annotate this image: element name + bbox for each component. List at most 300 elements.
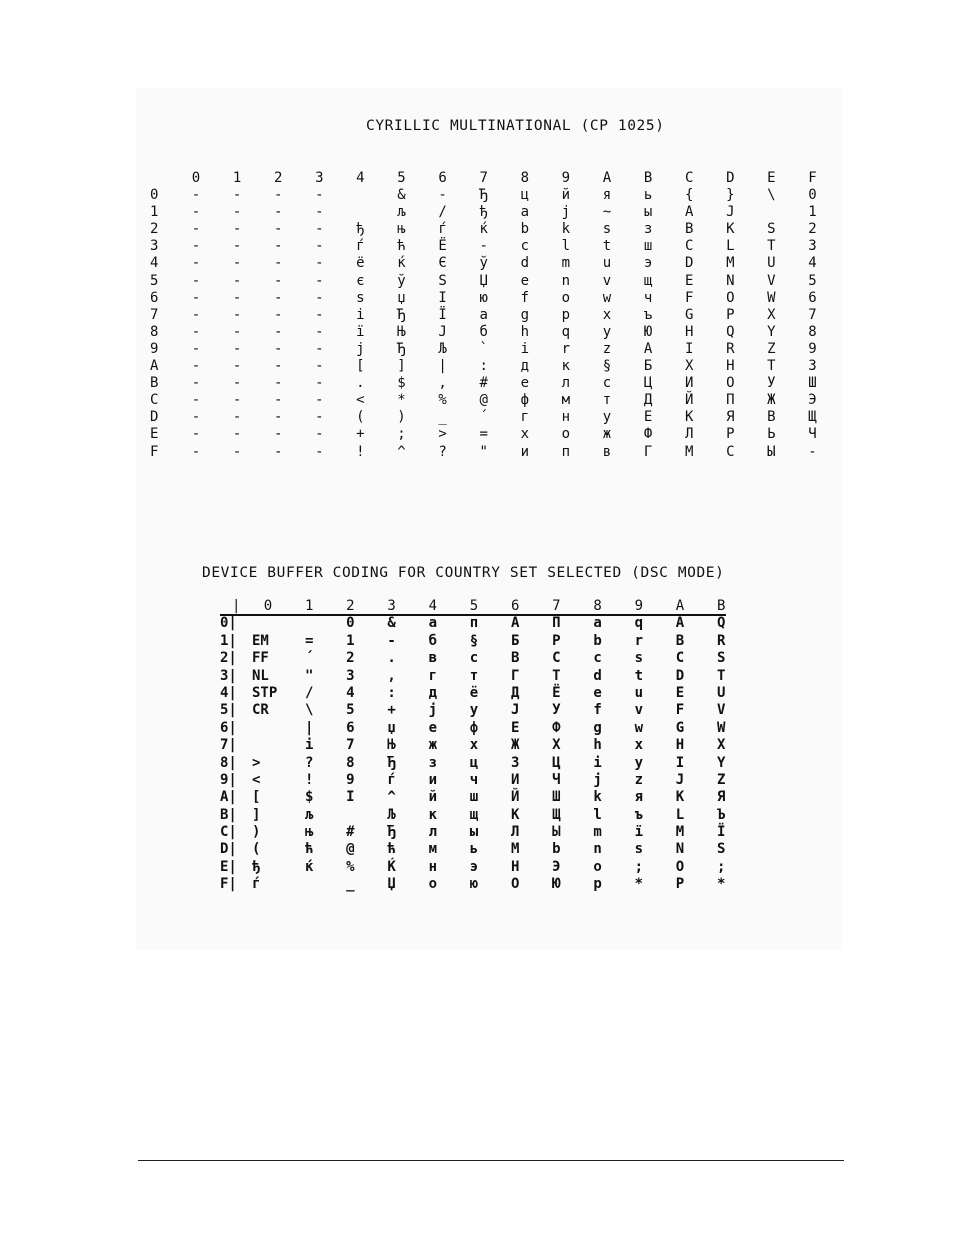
table1-cell: < <box>356 392 365 409</box>
table2-cell: 3 <box>346 667 355 684</box>
table1-cell: Ф <box>643 426 653 443</box>
table1-cell: - <box>273 375 283 392</box>
table1-cell: y <box>602 323 612 340</box>
table2-cell: Ц <box>552 754 561 771</box>
table1-cell: Џ <box>479 272 488 289</box>
table1-cell: o <box>561 289 571 306</box>
table2-cell: , <box>387 667 396 684</box>
table2-cell: u <box>634 684 644 701</box>
table1-cell: C <box>726 443 735 460</box>
table2-cell: и <box>428 771 438 788</box>
table2-cell: д <box>428 684 438 701</box>
table2-cell: ! <box>304 771 314 788</box>
table2-cell: | <box>304 719 314 736</box>
table1-cell: Ч <box>808 426 817 443</box>
table2-row-label: F| <box>220 876 237 893</box>
table1-cell: ѓ <box>356 238 365 255</box>
table1-cell: - <box>191 323 201 340</box>
table1-cell: 4 <box>808 255 817 272</box>
table2-column-header: 8 <box>593 598 602 614</box>
table2-cell: w <box>634 719 644 736</box>
table1-column-header: E <box>767 170 776 186</box>
table2-cell: = <box>304 632 314 649</box>
table2-cell: б <box>428 632 438 649</box>
table1-cell: - <box>191 289 201 306</box>
table2-cell: ё <box>469 684 479 701</box>
table1-cell: У <box>767 375 776 392</box>
table2-cell: > <box>252 754 261 771</box>
table2-cell: Z <box>716 771 726 788</box>
table1-cell: I <box>684 340 694 357</box>
table1-column-header: 2 <box>273 170 283 186</box>
table2-row-label: C| <box>220 824 237 841</box>
table1-cell: Г <box>643 443 653 460</box>
table1-cell: - <box>315 306 324 323</box>
table2-cell: % <box>346 858 355 875</box>
table2-cell: c <box>593 650 602 667</box>
table1-cell: с <box>602 375 612 392</box>
table1-cell: Э <box>808 392 817 409</box>
table2-cell: j <box>428 702 438 719</box>
table2-row-label: 6| <box>220 719 237 736</box>
table2-cell: л <box>428 824 438 841</box>
table2-cell: _ <box>346 876 355 893</box>
table1-cell: - <box>232 358 242 375</box>
table2-cell: 5 <box>346 702 355 719</box>
table1-cell: S <box>767 221 776 238</box>
table1-cell: v <box>602 272 612 289</box>
table1-cell: ж <box>602 426 612 443</box>
table2-cell: ж <box>428 737 438 754</box>
table1-cell: - <box>191 255 201 272</box>
table2-row-label: D| <box>220 841 237 858</box>
table2-row-label: 0| <box>220 615 237 632</box>
table2-column-header: 7 <box>552 598 561 614</box>
table1-cell: q <box>561 323 571 340</box>
table1-column-header: C <box>684 170 694 186</box>
table2-cell: i <box>593 754 602 771</box>
table1-cell: Є <box>438 255 447 272</box>
table2-row-label: 7| <box>220 737 237 754</box>
table1-cell: ч <box>643 289 653 306</box>
table2-cell: ч <box>469 771 479 788</box>
table1-cell: 8 <box>808 323 817 340</box>
table2-cell: A <box>510 615 520 632</box>
table2-column-header: 9 <box>634 598 644 614</box>
table1-cell: - <box>232 272 242 289</box>
table1-column-header: 7 <box>479 170 488 186</box>
table1-row-label: 7 <box>150 306 159 323</box>
table1-cell: - <box>315 289 324 306</box>
table2-cell: s <box>634 841 644 858</box>
table2-cell: A <box>675 615 685 632</box>
table1-cell: ё <box>356 255 365 272</box>
table2-cell: к <box>428 806 438 823</box>
table1-cell: 1 <box>808 204 817 221</box>
table1-cell: A <box>643 340 653 357</box>
table1-cell: A <box>684 204 694 221</box>
table1-cell: $ <box>397 375 406 392</box>
table2-cell: m <box>593 824 602 841</box>
table1-cell: X <box>684 358 694 375</box>
table2-row-label: B| <box>220 806 237 823</box>
table1-row-label: 2 <box>150 221 159 238</box>
table2-cell: Њ <box>387 737 396 754</box>
table1-row-label: 9 <box>150 340 159 357</box>
table2-cell: y <box>469 702 479 719</box>
table1-row-label: D <box>150 409 159 426</box>
table2-cell: x <box>469 737 479 754</box>
table1-cell: ; <box>397 426 406 443</box>
table1-cell: ` <box>479 340 488 357</box>
table2-cell: * <box>634 876 644 893</box>
table1-cell: - <box>232 289 242 306</box>
table2-cell: . <box>387 650 396 667</box>
table1-cell: 6 <box>808 289 817 306</box>
table2-row-label: 1| <box>220 632 237 649</box>
table1-cell: O <box>726 289 735 306</box>
table1-cell: џ <box>397 289 406 306</box>
table1-cell: e <box>520 272 530 289</box>
table1-cell: - <box>315 409 324 426</box>
table1-cell: - <box>232 409 242 426</box>
table1-cell: § <box>602 358 612 375</box>
table2-cell: E <box>510 719 520 736</box>
table1-cell: E <box>643 409 653 426</box>
table1-row-label: 5 <box>150 272 159 289</box>
table1-row-label: 3 <box>150 238 159 255</box>
table2-cell: З <box>510 754 520 771</box>
table1-cell: ђ <box>356 221 365 238</box>
table2-cell: в <box>428 650 438 667</box>
table1-cell: Ї <box>438 306 447 323</box>
table1-cell: ! <box>356 443 365 460</box>
table1-cell: 5 <box>808 272 817 289</box>
table1-row-label: 4 <box>150 255 159 272</box>
table1-cell: x <box>602 306 612 323</box>
table2-cell: ] <box>252 806 261 823</box>
table2-cell: K <box>510 806 520 823</box>
table2-cell: Џ <box>387 876 396 893</box>
table2-cell: o <box>428 876 438 893</box>
table2-column-header: 0 <box>263 598 273 614</box>
table1-cell: з <box>643 221 653 238</box>
table1-cell: K <box>726 221 735 238</box>
table2-cell: Щ <box>552 806 561 823</box>
table1-cell: - <box>191 392 201 409</box>
table1-column-header: 9 <box>561 170 571 186</box>
table2-cell: \ <box>304 702 314 719</box>
table1-cell: I <box>438 289 447 306</box>
table2-cell: W <box>716 719 726 736</box>
table2-cell: q <box>634 615 644 632</box>
table1-cell: - <box>191 221 201 238</box>
table2-cell: B <box>510 650 520 667</box>
table1-column-header: 5 <box>397 170 406 186</box>
table2-cell: ђ <box>252 858 261 875</box>
table2-cell: й <box>428 789 438 806</box>
table2-cell: ї <box>634 824 644 841</box>
table2-cell: Г <box>510 667 520 684</box>
table2-cell: l <box>593 806 602 823</box>
table2-column-header: 5 <box>469 598 479 614</box>
table2-cell: ѓ <box>387 771 396 788</box>
table1-cell: - <box>232 392 242 409</box>
table1-cell: k <box>561 221 571 238</box>
table1-row-label: A <box>150 358 159 375</box>
table1-cell: п <box>561 443 571 460</box>
table1-column-header: B <box>643 170 653 186</box>
table2-cell: Ю <box>552 876 561 893</box>
table1-cell: ю <box>479 289 488 306</box>
table2-cell: I <box>346 789 355 806</box>
table1-cell: Ю <box>643 323 653 340</box>
table1-cell: - <box>191 358 201 375</box>
table2-cell: э <box>469 858 479 875</box>
table1-cell: 0 <box>808 187 817 204</box>
table1-cell: l <box>561 238 571 255</box>
table1-cell: | <box>438 358 447 375</box>
table2-cell: b <box>552 841 561 858</box>
table1-cell: Ђ <box>479 187 488 204</box>
table2-cell: Y <box>716 754 726 771</box>
table1-cell: r <box>561 340 571 357</box>
table2-cell: S <box>716 841 726 858</box>
table2-cell: Ф <box>552 719 561 736</box>
table2-cell: ) <box>252 824 261 841</box>
table1-cell: Y <box>767 323 776 340</box>
table1-cell: ( <box>356 409 365 426</box>
table2-cell: 0 <box>346 615 355 632</box>
table2-cell: ; <box>634 858 644 875</box>
table2-cell: ( <box>252 841 261 858</box>
table1-cell: - <box>315 221 324 238</box>
table2-cell: o <box>593 858 602 875</box>
table2-cell: # <box>346 824 355 841</box>
table2-cell: ю <box>469 876 479 893</box>
table1-cell: 7 <box>808 306 817 323</box>
table2-cell: њ <box>304 824 314 841</box>
table1-cell: - <box>232 323 242 340</box>
table1-cell: ў <box>397 272 406 289</box>
table1-cell: & <box>397 187 406 204</box>
table1-cell: + <box>356 426 365 443</box>
table1-cell: - <box>315 204 324 221</box>
table1-cell: - <box>273 204 283 221</box>
table1-cell: х <box>520 426 530 443</box>
table1-cell: ц <box>520 187 530 204</box>
table2-cell: 4 <box>346 684 355 701</box>
table1-cell: J <box>438 323 447 340</box>
table2-column-header: 1 <box>304 598 314 614</box>
table1-cell: о <box>561 426 571 443</box>
table1-cell: - <box>479 238 488 255</box>
table1-cell: - <box>273 187 283 204</box>
table2-cell: k <box>593 789 602 806</box>
table2-cell: ц <box>469 754 479 771</box>
table2-cell: e <box>593 684 602 701</box>
table2-cell: n <box>593 841 602 858</box>
table2-cell: Ж <box>510 737 520 754</box>
table2-cell: d <box>593 667 602 684</box>
table2-cell: F <box>675 702 685 719</box>
table1-cell: G <box>684 306 694 323</box>
table1-column-header: A <box>602 170 612 186</box>
table1-cell: - <box>808 443 817 460</box>
table1-cell: ќ <box>397 255 406 272</box>
table2-cell: љ <box>304 806 314 823</box>
table2-cell: D <box>675 667 685 684</box>
table1-cell: 2 <box>808 221 817 238</box>
table1-cell: Й <box>684 392 694 409</box>
table2-cell: ь <box>469 841 479 858</box>
table1-cell: b <box>520 221 530 238</box>
table2-cell: 7 <box>346 737 355 754</box>
table2-row-label: E| <box>220 858 237 875</box>
table2-cell: ѓ <box>252 876 261 893</box>
table2-row-label: 3| <box>220 667 237 684</box>
table2-cell: M <box>675 824 685 841</box>
table1-cell: к <box>561 358 571 375</box>
table2-cell: U <box>716 684 726 701</box>
table1-cell: { <box>684 187 694 204</box>
table1-cell: R <box>726 340 735 357</box>
table1-cell: - <box>315 323 324 340</box>
table2-cell: T <box>716 667 726 684</box>
table2-column-header: 2 <box>346 598 355 614</box>
table2-cell: 6 <box>346 719 355 736</box>
table1-column-header: 6 <box>438 170 447 186</box>
table1-cell: Ё <box>438 238 447 255</box>
table2-column-header: B <box>716 598 726 614</box>
table1-cell: - <box>191 375 201 392</box>
table1-cell: л <box>561 375 571 392</box>
table1-cell: ь <box>643 187 653 204</box>
table1-cell: - <box>273 221 283 238</box>
table1-cell: - <box>232 443 242 460</box>
table1-cell: ~ <box>602 204 612 221</box>
table2-cell: X <box>716 737 726 754</box>
table2-cell: K <box>675 789 685 806</box>
table1-cell: З <box>808 358 817 375</box>
table1-cell: a <box>479 306 488 323</box>
table2-cell: ќ <box>304 858 314 875</box>
table1-cell: H <box>684 323 694 340</box>
table2-cell: Ы <box>552 824 561 841</box>
table2-cell: - <box>387 632 396 649</box>
table1-column-header: 0 <box>191 170 201 186</box>
table1-cell: Л <box>684 426 694 443</box>
table2-cell: Ќ <box>387 858 396 875</box>
table1-cell: ? <box>438 443 447 460</box>
table2-cell: 1 <box>346 632 355 649</box>
table1-cell: б <box>479 323 488 340</box>
table2-cell: : <box>387 684 396 701</box>
table1-cell: ђ <box>479 204 488 221</box>
table1-cell: - <box>273 358 283 375</box>
table2-cell: т <box>469 667 479 684</box>
table2-cell: < <box>252 771 261 788</box>
table1-cell: - <box>273 323 283 340</box>
table2-cell: ? <box>304 754 314 771</box>
table1-column-header: 1 <box>232 170 242 186</box>
table1-column-header: D <box>726 170 735 186</box>
table2-cell: EM <box>252 632 269 649</box>
table2-cell: O <box>510 876 520 893</box>
table1-cell: \ <box>767 187 776 204</box>
table1-column-header: 8 <box>520 170 530 186</box>
table2-row-label: 2| <box>220 650 237 667</box>
table1-cell: O <box>726 375 735 392</box>
table1-cell: Ђ <box>397 306 406 323</box>
table2-cell: J <box>510 702 520 719</box>
table2-cell: Ё <box>552 684 561 701</box>
table2-cell: Д <box>510 684 520 701</box>
table1-cell: Ц <box>643 375 653 392</box>
table2-cell: Й <box>510 789 520 806</box>
table1-cell: E <box>684 272 694 289</box>
table2-cell: C <box>675 650 685 667</box>
table1-cell: S <box>438 272 447 289</box>
table1-cell: - <box>273 426 283 443</box>
table2-cell: CR <box>252 702 269 719</box>
table2-cell: ы <box>469 824 479 841</box>
table1-cell: - <box>315 443 324 460</box>
table1-cell: - <box>191 409 201 426</box>
table1-cell: . <box>356 375 365 392</box>
table2-cell: Л <box>510 824 520 841</box>
table1-cell: в <box>602 443 612 460</box>
table1-cell: љ <box>397 204 406 221</box>
table1-cell: - <box>315 272 324 289</box>
table2-cell: z <box>634 771 644 788</box>
footer-rule <box>138 1160 844 1161</box>
table1-cell: M <box>684 443 694 460</box>
table1-cell: Я <box>726 409 735 426</box>
table1-cell: ф <box>520 392 530 409</box>
table1-cell: И <box>684 375 694 392</box>
table1-cell: - <box>273 409 283 426</box>
table2-row-label: 5| <box>220 702 237 719</box>
table2-cell: [ <box>252 789 261 806</box>
table2-cell: щ <box>469 806 479 823</box>
table1-cell: ѓ <box>438 221 447 238</box>
table2-cell: g <box>593 719 602 736</box>
table2-cell: a <box>428 615 438 632</box>
table1-cell: # <box>479 375 488 392</box>
table2-cell: ћ <box>304 841 314 858</box>
table1-cell: - <box>273 392 283 409</box>
table1-cell: - <box>273 306 283 323</box>
table1-cell: Њ <box>397 323 406 340</box>
table2-cell: v <box>634 702 644 719</box>
table2-cell: B <box>675 632 685 649</box>
table1-cell: - <box>232 221 242 238</box>
table2-column-header: 4 <box>428 598 438 614</box>
table2-cell: H <box>675 737 685 754</box>
table1-cell: g <box>520 306 530 323</box>
table1-cell: N <box>726 272 735 289</box>
table2-cell: P <box>552 632 561 649</box>
table1-cell: - <box>315 358 324 375</box>
table2-cell: j <box>593 771 602 788</box>
table1-cell: - <box>191 426 201 443</box>
table2-cell: E <box>675 684 685 701</box>
table2-cell: P <box>675 876 685 893</box>
table2-column-header: A <box>675 598 685 614</box>
table1-cell: - <box>273 340 283 357</box>
table2-cell: Э <box>552 858 561 875</box>
